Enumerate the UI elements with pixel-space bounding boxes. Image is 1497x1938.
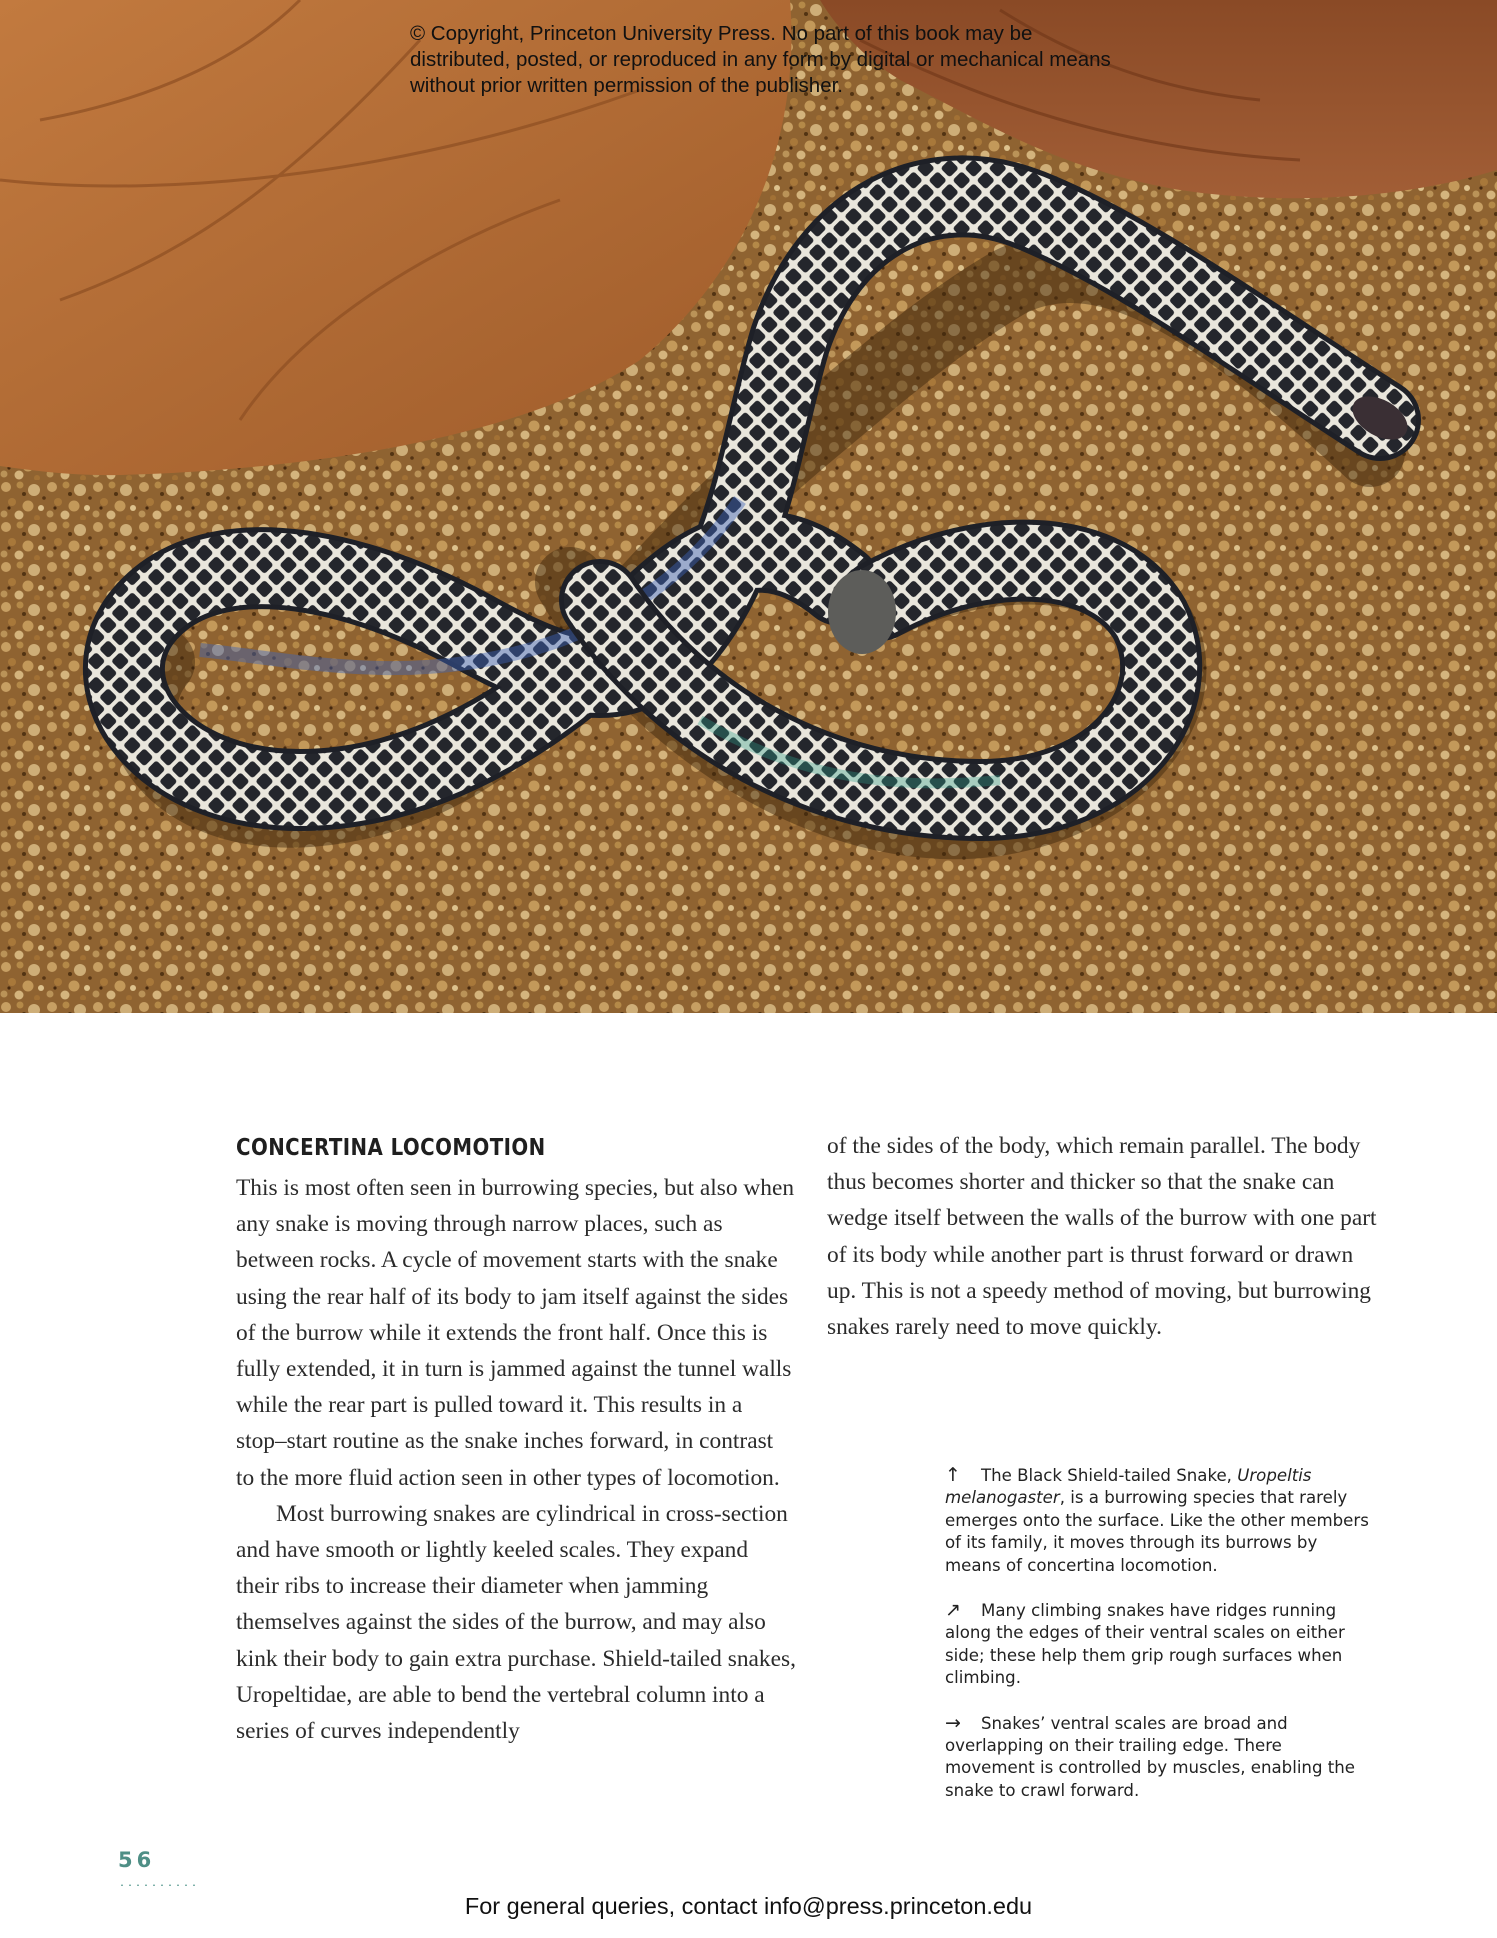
caption-text: Snakes’ ventral scales are broad and overlapping on their trailing edge. There movement is controlled by muscles, enabling the snake to crawl forward.	[945, 1713, 1355, 1800]
caption-climbing-snakes	[945, 1599, 1375, 1690]
text-column-right	[827, 1130, 1387, 1345]
caption-text: Many climbing snakes have ridges running along the edges of their ventral scales on either side; these help them grip rough surfaces when climbing.	[945, 1601, 1345, 1688]
species-name: Uropeltis melanogaster	[945, 1466, 1312, 1508]
caption-shield-tailed-snake	[945, 1464, 1375, 1577]
arrow-right-icon: →	[945, 1711, 961, 1734]
text-column-left	[236, 1130, 796, 1749]
arrow-up-right-icon: ↗	[945, 1599, 961, 1622]
footer-contact: For general queries, contact info@press.princeton.edu	[464, 1893, 1033, 1919]
caption-text: , is a burrowing species that rarely emerges onto the surface. Like the other members of its family, it moves through its burrows by means of concertina locomotion.	[945, 1488, 1369, 1575]
caption-text: The Black Shield-tailed Snake,	[981, 1466, 1238, 1485]
section-heading: CONCERTINA LOCOMOTION	[236, 1135, 546, 1161]
folio-dotted-rule	[118, 1884, 200, 1886]
body-paragraph-2: Most burrowing snakes are cylindrical in cross-section and have smooth or lightly keeled scales. They expand their ribs to increase their diameter when jamming themselves against the sides of the burrow, and may also kink their body to gain extra purchase. Shield-tailed snakes, Uropeltidae, are able to bend the vertebral column into a series of curves independently	[236, 1500, 796, 1745]
photo-captions	[945, 1464, 1375, 1824]
page-number: 56	[118, 1848, 156, 1872]
copyright-notice: © Copyright, Princeton University Press. No part of this book may be distributed, posted, or reproduced in any form by digital or mechanical means without prior written permission of the publisher.	[410, 22, 1111, 97]
body-paragraph-continued: of the sides of the body, which remain parallel. The body thus becomes shorter and thicker so that the snake can wedge itself between the walls of the burrow with one part of its body while another part is thrust forward or drawn up. This is not a speedy method of moving, but burrowing snakes rarely need to move quickly.	[827, 1133, 1377, 1341]
caption-ventral-scales	[945, 1712, 1375, 1803]
arrow-up-icon: ↑	[945, 1464, 961, 1486]
body-paragraph-1: This is most often seen in burrowing species, but also when any snake is moving through narrow places, such as between rocks. A cycle of movement starts with the snake using the rear half of its body to jam itself against the sides of the burrow while it extends the front half. Once this is fully extended, it in turn is jammed against the tunnel walls while the rear part is pulled toward it. This results in a stop–start routine as the snake inches forward, in contrast to the more fluid action seen in other types of locomotion.	[236, 1175, 795, 1491]
